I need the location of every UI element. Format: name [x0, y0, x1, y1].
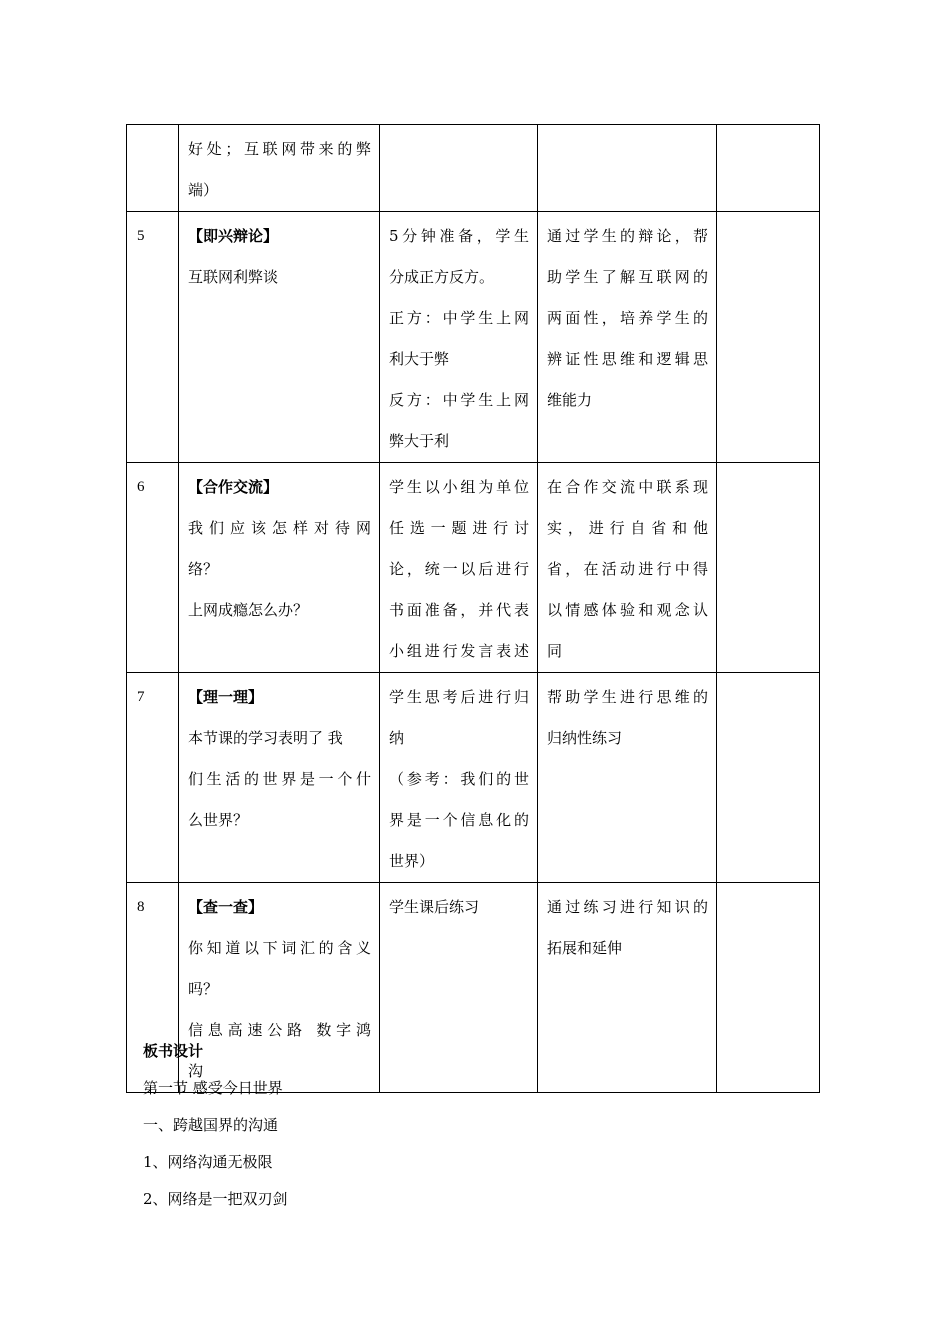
table-row: [127, 212, 820, 463]
content-cell: [179, 463, 380, 673]
activity-line: 任选一题进行讨: [389, 519, 529, 537]
activity-line: 利大于弊: [389, 350, 450, 368]
notes-cell: [717, 463, 820, 673]
activity-line: 正方：中学生上网: [389, 309, 529, 327]
board-design: [143, 1033, 288, 1218]
activity-line: 反方：中学生上网: [389, 391, 529, 409]
content-line: 我们应该怎样对待网: [188, 519, 371, 537]
section-heading: 【查一查】: [188, 898, 264, 916]
notes-cell: [717, 212, 820, 463]
content-line: 络？: [188, 560, 219, 578]
activity-line: 论，统一以后进行: [389, 560, 529, 578]
content-line: 互联网利弊谈: [188, 268, 279, 286]
activity-line: 小组进行发言表述: [389, 642, 529, 660]
purpose-line: 通过练习进行知识的: [547, 898, 708, 916]
activity-line: 纳: [389, 729, 405, 747]
purpose-line: 拓展和延伸: [547, 939, 623, 957]
activity-line: 学生课后练习: [389, 898, 480, 916]
activity-cell: [380, 883, 538, 1093]
content-line: 们生活的世界是一个什: [188, 770, 371, 788]
step-number-cell: 8: [127, 883, 179, 1093]
content-line: 信息高速公路 数字鸿: [188, 1021, 371, 1039]
table-row: [127, 463, 820, 673]
step-number-cell: [127, 125, 179, 212]
purpose-cell: [538, 883, 717, 1093]
purpose-line: 通过学生的辩论，帮: [547, 227, 708, 245]
content-line: 好处；互联网带来的弊: [188, 140, 371, 158]
purpose-line: 辨证性思维和逻辑思: [547, 350, 708, 368]
purpose-line: 帮助学生进行思维的: [547, 688, 708, 706]
content-cell: [179, 125, 380, 212]
board-line: 一、跨越国界的沟通: [143, 1116, 279, 1134]
step-number-cell: 5: [127, 212, 179, 463]
content-line: 上网成瘾怎么办？: [188, 601, 309, 619]
purpose-line: 归纳性练习: [547, 729, 623, 747]
activity-line: 分成正方反方。: [389, 268, 495, 286]
purpose-cell: [538, 212, 717, 463]
purpose-line: 维能力: [547, 391, 593, 409]
content-line: 本节课的学习表明了 我: [188, 729, 343, 747]
purpose-line: 在合作交流中联系现: [547, 478, 708, 496]
purpose-line: 实，进行自省和他: [547, 519, 708, 537]
purpose-line: 两面性，培养学生的: [547, 309, 708, 327]
purpose-cell: [538, 463, 717, 673]
activity-line: （参考：我们的世: [389, 770, 529, 788]
activity-cell: [380, 463, 538, 673]
purpose-cell: [538, 673, 717, 883]
section-heading: 【理一理】: [188, 688, 264, 706]
purpose-line: 以情感体验和观念认: [547, 601, 708, 619]
content-line: 吗？: [188, 980, 219, 998]
notes-cell: [717, 125, 820, 212]
content-cell: [179, 673, 380, 883]
board-line: 2、网络是一把双刃剑: [143, 1190, 288, 1208]
purpose-line: 省，在活动进行中得: [547, 560, 708, 578]
activity-line: 学生以小组为单位: [389, 478, 529, 496]
content-cell: [179, 212, 380, 463]
activity-line: 弊大于利: [389, 432, 450, 450]
section-heading: 【即兴辩论】: [188, 227, 279, 245]
activity-line: 学生思考后进行归: [389, 688, 529, 706]
activity-cell: [380, 673, 538, 883]
activity-line: 世界）: [389, 852, 435, 870]
table-row: [127, 125, 820, 212]
activity-line: 界是一个信息化的: [389, 811, 529, 829]
board-line: 1、网络沟通无极限: [143, 1153, 273, 1171]
activity-line: 5分钟准备，学生: [389, 227, 529, 245]
purpose-line: 助学生了解互联网的: [547, 268, 708, 286]
content-line: 端）: [188, 181, 219, 199]
board-line: 第一节 感受今日世界: [143, 1079, 283, 1097]
content-line: 么世界？: [188, 811, 249, 829]
board-title: 板书设计: [143, 1042, 204, 1060]
activity-line: 书面准备，并代表: [389, 601, 529, 619]
purpose-line: 同: [547, 642, 563, 660]
purpose-cell: [538, 125, 717, 212]
content-line: 你知道以下词汇的含义: [188, 939, 371, 957]
section-heading: 【合作交流】: [188, 478, 279, 496]
content-line: 沟: [188, 1062, 204, 1080]
step-number-cell: 7: [127, 673, 179, 883]
table-row: [127, 673, 820, 883]
notes-cell: [717, 673, 820, 883]
step-number-cell: 6: [127, 463, 179, 673]
activity-cell: [380, 125, 538, 212]
activity-cell: [380, 212, 538, 463]
notes-cell: [717, 883, 820, 1093]
lesson-plan-table: [126, 124, 820, 1093]
